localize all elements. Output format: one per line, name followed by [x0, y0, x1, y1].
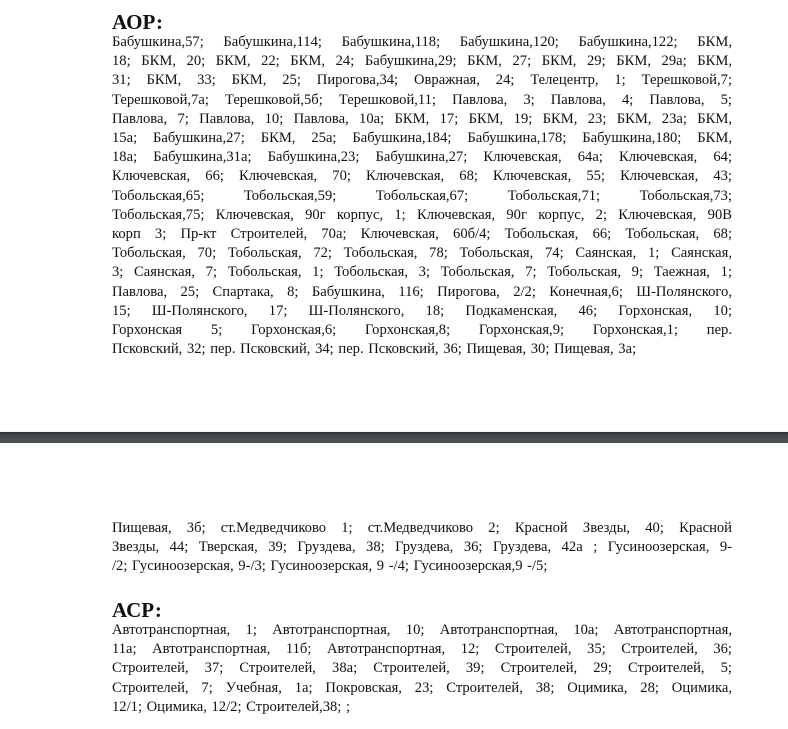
address-line: 15а; Бабушкина,27; БКМ, 25а; Бабушкина,184; Бабушкина,178; Бабушкина,180; БКМ, [112, 130, 732, 147]
address-line: 31; БКМ, 33; БКМ, 25; Пирогова,34; Овражная, 24; Телецентр, 1; Терешковой,7; [112, 72, 732, 89]
address-line: корп 3; Пр-кт Строителей, 70а; Ключевская, 60б/4; Тобольская, 66; Тобольская, 68; [112, 226, 732, 243]
address-line: 3; Саянская, 7; Тобольская, 1; Тобольская, 3; Тобольская, 7; Тобольская, 9; Таежная, 1; [112, 264, 732, 281]
address-line: Звезды, 44; Тверская, 39; Груздева, 38; Груздева, 36; Груздева, 42а ; Гусиноозерская, 9- [112, 539, 732, 556]
address-line: 15; Ш-Полянского, 17; Ш-Полянского, 18; Подкаменская, 46; Горхонская, 10; [112, 302, 732, 319]
address-line: Павлова, 7; Павлова, 10; Павлова, 10а; БКМ, 17; БКМ, 19; БКМ, 23; БКМ, 23а; БКМ, [112, 110, 732, 127]
address-line: 12/1; Оцимика, 12/2; Строителей,38; ; [112, 698, 351, 715]
address-line: 11а; Автотранспортная, 11б; Автотранспортная, 12; Строителей, 35; Строителей, 36; [112, 641, 732, 658]
address-line: 18а; Бабушкина,31а; Бабушкина,23; Бабушкина,27; Ключевская, 64а; Ключевская, 64; [112, 149, 732, 166]
address-list-aop [112, 33, 732, 359]
address-line: 18; БКМ, 20; БКМ, 22; БКМ, 24; Бабушкина,29; БКМ, 27; БКМ, 29; БКМ, 29а; БКМ, [112, 53, 732, 70]
document-page-2 [0, 444, 788, 729]
address-line: Тобольская,65; Тобольская,59; Тобольская,67; Тобольская,71; Тобольская,73; [112, 187, 732, 204]
address-line: Ключевская, 66; Ключевская, 70; Ключевская, 68; Ключевская, 55; Ключевская, 43; [112, 168, 732, 185]
address-line: Тобольская, 70; Тобольская, 72; Тобольская, 78; Тобольская, 74; Саянская, 1; Саянская, [112, 245, 732, 262]
address-line: /2; Гусиноозерская, 9-/3; Гусиноозерская, 9 -/4; Гусиноозерская,9 -/5; [112, 558, 548, 575]
address-line: Тобольская,75; Ключевская, 90г корпус, 1; Ключевская, 90г корпус, 2; Ключевская, 90В [112, 206, 732, 223]
section-aop [112, 11, 732, 359]
address-list-aop-continued [112, 519, 732, 577]
address-line: Строителей, 7; Учебная, 1а; Покровская, 23; Строителей, 38; Оцимика, 28; Оцимика, [112, 679, 732, 696]
address-line: Бабушкина,57; Бабушкина,114; Бабушкина,118; Бабушкина,120; Бабушкина,122; БКМ, [112, 34, 732, 50]
address-line: Строителей, 37; Строителей, 38а; Строителей, 39; Строителей, 29; Строителей, 5; [112, 660, 732, 677]
page-separator [0, 431, 788, 444]
address-line: Псковский, 32; пер. Псковский, 34; пер. Псковский, 36; Пищевая, 30; Пищевая, 3а; [112, 341, 637, 358]
address-line: Терешковой,7а; Терешковой,5б; Терешковой,11; Павлова, 3; Павлова, 4; Павлова, 5; [112, 91, 732, 108]
section-heading-acp: АСР: [112, 598, 162, 622]
address-line: Автотранспортная, 1; Автотранспортная, 10; Автотранспортная, 10а; Автотранспортная, [112, 622, 732, 638]
section-acp [112, 599, 732, 717]
section-heading-aop: АОР: [112, 10, 164, 34]
address-line: Павлова, 25; Спартака, 8; Бабушкина, 116; Пирогова, 2/2; Конечная,6; Ш-Полянского, [112, 283, 732, 300]
section-aop-continued [112, 519, 732, 577]
address-line: Пищевая, 3б; ст.Медведчиково 1; ст.Медведчиково 2; Красной Звезды, 40; Красной [112, 520, 732, 536]
address-list-acp [112, 621, 732, 717]
address-line: Горхонская 5; Горхонская,6; Горхонская,8; Горхонская,9; Горхонская,1; пер. [112, 322, 732, 339]
